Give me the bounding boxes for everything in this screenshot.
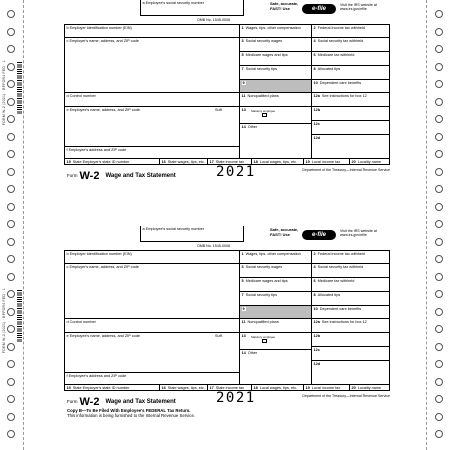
box-11[interactable]: 11 Nonqualified plans <box>240 93 312 107</box>
box-13[interactable]: 13 Statutory employee <box>240 333 312 350</box>
left-tractor-strip <box>0 0 22 450</box>
tractor-hole <box>7 168 15 176</box>
left-perforation <box>23 0 24 450</box>
box-12d[interactable]: 12d <box>312 361 390 385</box>
tractor-hole <box>7 255 15 263</box>
box-17[interactable]: 17 State income tax <box>208 159 252 165</box>
tractor-hole <box>7 290 15 298</box>
statutory-checkbox[interactable]: Statutory employee <box>251 336 275 343</box>
tractor-hole <box>435 45 443 53</box>
box-d-control[interactable]: d Control number <box>64 319 240 333</box>
box-8[interactable]: 8 Allocated tips <box>312 292 390 306</box>
tractor-hole <box>7 395 15 403</box>
box-4[interactable]: 4 Social security tax withheld <box>312 38 390 52</box>
ssn-box[interactable] <box>140 0 244 16</box>
box-b-ein[interactable]: b Employer identification number (EIN) <box>64 250 240 264</box>
box-9: 9 <box>240 80 312 93</box>
tractor-hole <box>435 185 443 193</box>
statutory-checkbox[interactable]: Statutory employee <box>251 110 275 117</box>
tractor-hole <box>435 28 443 36</box>
tractor-hole <box>7 220 15 228</box>
ssn-box[interactable]: a Employee's social security number <box>140 226 244 242</box>
tractor-hole <box>7 98 15 106</box>
box-10[interactable]: 10 Dependent care benefits <box>312 80 390 93</box>
box-4[interactable]: 4 Social security tax withheld <box>312 264 390 278</box>
omb-number: OMB No. 1545-0008 <box>197 244 230 248</box>
box-15[interactable]: 15 State Employer's state ID number <box>64 385 160 391</box>
tractor-hole <box>7 360 15 368</box>
tractor-hole <box>435 395 443 403</box>
tractor-hole <box>7 150 15 158</box>
tractor-hole <box>435 343 443 351</box>
omb-number: OMB No. 1545-0008 <box>197 18 230 22</box>
tractor-hole <box>435 238 443 246</box>
tractor-hole <box>7 28 15 36</box>
w2-form-copy-2 <box>64 226 390 418</box>
barcode-top <box>17 62 22 114</box>
tractor-hole <box>435 430 443 438</box>
tractor-hole <box>435 203 443 211</box>
box-d-control[interactable]: d Control number <box>64 93 240 107</box>
barcode-bottom <box>17 290 22 342</box>
safe-accurate-text: Safe, accurate, FAST! Use <box>270 1 299 11</box>
box-15[interactable]: 15 State Employer's state ID number <box>64 159 160 165</box>
box-2[interactable]: 2 Federal income tax withheld <box>312 250 390 264</box>
box-c-employer[interactable]: c Employer's name, address, and ZIP code <box>64 264 240 319</box>
box-12b[interactable]: 12b <box>312 333 390 347</box>
tractor-hole <box>7 133 15 141</box>
box-12c[interactable]: 12c <box>312 347 390 361</box>
box-13[interactable]: 13 Statutory employee <box>240 107 312 124</box>
tractor-hole <box>435 255 443 263</box>
box-9: 9 <box>240 306 312 319</box>
box-18[interactable]: 18 Local wages, tips, etc. <box>252 385 304 391</box>
tractor-hole <box>435 133 443 141</box>
tractor-hole <box>7 430 15 438</box>
box-5[interactable]: 5 Medicare wages and tips <box>240 52 312 66</box>
box-12b[interactable]: 12b <box>312 107 390 121</box>
side-print-top: FORM W-2 (2021) · BPFOR4 FED · 1 <box>2 60 6 126</box>
box-3[interactable]: 3 Social security wages <box>240 38 312 52</box>
irs-visit-text: Visit the IRS website at www.irs.gov/efile <box>340 229 377 238</box>
tractor-hole <box>7 273 15 281</box>
tractor-hole <box>7 80 15 88</box>
box-1[interactable]: 1 Wages, tips, other compensation <box>240 250 312 264</box>
box-12a[interactable]: 12a See instructions for box 12 <box>312 319 390 333</box>
box-f-address[interactable]: f Employee's address and ZIP code <box>64 147 240 159</box>
ssn-label: a Employee's social security number <box>142 1 205 5</box>
side-print-bottom: FORM W-2 (2021) · BPFOR4 FED · 1 <box>2 288 6 354</box>
box-20[interactable]: 20 Locality name <box>350 159 390 165</box>
box-7[interactable]: 7 Social security tips <box>240 66 312 80</box>
tractor-hole <box>435 308 443 316</box>
box-5[interactable]: 5 Medicare wages and tips <box>240 278 312 292</box>
box-14[interactable]: 14 Other <box>240 124 312 159</box>
efile-logo: e-file <box>302 4 336 14</box>
box-12a[interactable]: 12a See instructions for box 12 <box>312 93 390 107</box>
tax-year: 2021 <box>216 390 256 406</box>
tractor-hole <box>7 238 15 246</box>
box-20[interactable]: 20 Locality name <box>350 385 390 391</box>
tractor-hole <box>435 168 443 176</box>
box-b-ein[interactable]: b Employer identification number (EIN) <box>64 24 240 38</box>
box-f-address[interactable]: f Employee's address and ZIP code <box>64 373 240 385</box>
tractor-hole <box>7 10 15 18</box>
efile-logo: e-file <box>302 230 336 240</box>
box-6[interactable]: 6 Medicare tax withheld <box>312 278 390 292</box>
dept-treasury: Department of the Treasury—Internal Revenue Service <box>302 168 390 172</box>
tractor-hole <box>435 360 443 368</box>
box-6[interactable]: 6 Medicare tax withheld <box>312 52 390 66</box>
w2-form-copy-1 <box>64 0 390 182</box>
tractor-hole <box>435 10 443 18</box>
tractor-hole <box>7 63 15 71</box>
box-3[interactable]: 3 Social security wages <box>240 264 312 278</box>
tractor-hole <box>7 45 15 53</box>
box-10[interactable]: 10 Dependent care benefits <box>312 306 390 319</box>
box-e-employee[interactable]: e Employee's name, address, and ZIP code Suff. <box>64 333 240 373</box>
tractor-hole <box>435 98 443 106</box>
dept-treasury: Department of the Treasury—Internal Revenue Service <box>302 394 390 398</box>
box-e-employee[interactable]: e Employee's name, address, and ZIP code Suff. <box>64 107 240 147</box>
tractor-hole <box>435 115 443 123</box>
tractor-hole <box>435 63 443 71</box>
tractor-hole <box>7 378 15 386</box>
tractor-hole <box>435 290 443 298</box>
box-12c[interactable]: 12c <box>312 121 390 135</box>
tractor-hole <box>7 325 15 333</box>
tractor-hole <box>435 150 443 158</box>
box-17[interactable]: 17 State income tax <box>208 385 252 391</box>
tractor-hole <box>435 378 443 386</box>
box-11[interactable]: 11 Nonqualified plans <box>240 319 312 333</box>
box-19[interactable]: 19 Local income tax <box>304 385 350 391</box>
box-18[interactable]: 18 Local wages, tips, etc. <box>252 159 304 165</box>
copy-b-instructions: Copy B—To Be Filed With Employee's FEDERAL Tax Return. This information is being furnished to the Internal Revenue Service. <box>67 408 196 418</box>
tractor-hole <box>435 325 443 333</box>
tax-year: 2021 <box>216 164 256 180</box>
tractor-hole <box>7 343 15 351</box>
box-19[interactable]: 19 Local income tax <box>304 159 350 165</box>
box-16[interactable]: 16 State wages, tips, etc. <box>160 159 208 165</box>
tractor-hole <box>7 115 15 123</box>
tractor-hole <box>7 203 15 211</box>
right-perforation <box>426 0 427 450</box>
box-14[interactable]: 14 Other <box>240 350 312 385</box>
tractor-hole <box>7 185 15 193</box>
tractor-hole <box>435 413 443 421</box>
form-footer: Form W-2 Wage and Tax Statement <box>67 396 176 408</box>
tractor-hole <box>435 273 443 281</box>
box-2[interactable]: 2 Federal income tax withheld <box>312 24 390 38</box>
box-7[interactable]: 7 Social security tips <box>240 292 312 306</box>
safe-accurate-text: Safe, accurate, FAST! Use <box>270 227 299 237</box>
tractor-hole <box>435 80 443 88</box>
right-tractor-strip <box>428 0 450 450</box>
box-12d[interactable]: 12d <box>312 135 390 159</box>
form-footer: Form W-2 Wage and Tax Statement <box>67 170 176 182</box>
irs-visit-text: Visit the IRS website at www.irs.gov/efile <box>340 3 377 12</box>
box-1[interactable]: 1 Wages, tips, other compensation <box>240 24 312 38</box>
tractor-hole <box>7 308 15 316</box>
box-16[interactable]: 16 State wages, tips, etc. <box>160 385 208 391</box>
box-c-employer[interactable]: c Employer's name, address, and ZIP code <box>64 38 240 93</box>
tractor-hole <box>435 220 443 228</box>
tractor-hole <box>7 413 15 421</box>
box-8[interactable]: 8 Allocated tips <box>312 66 390 80</box>
